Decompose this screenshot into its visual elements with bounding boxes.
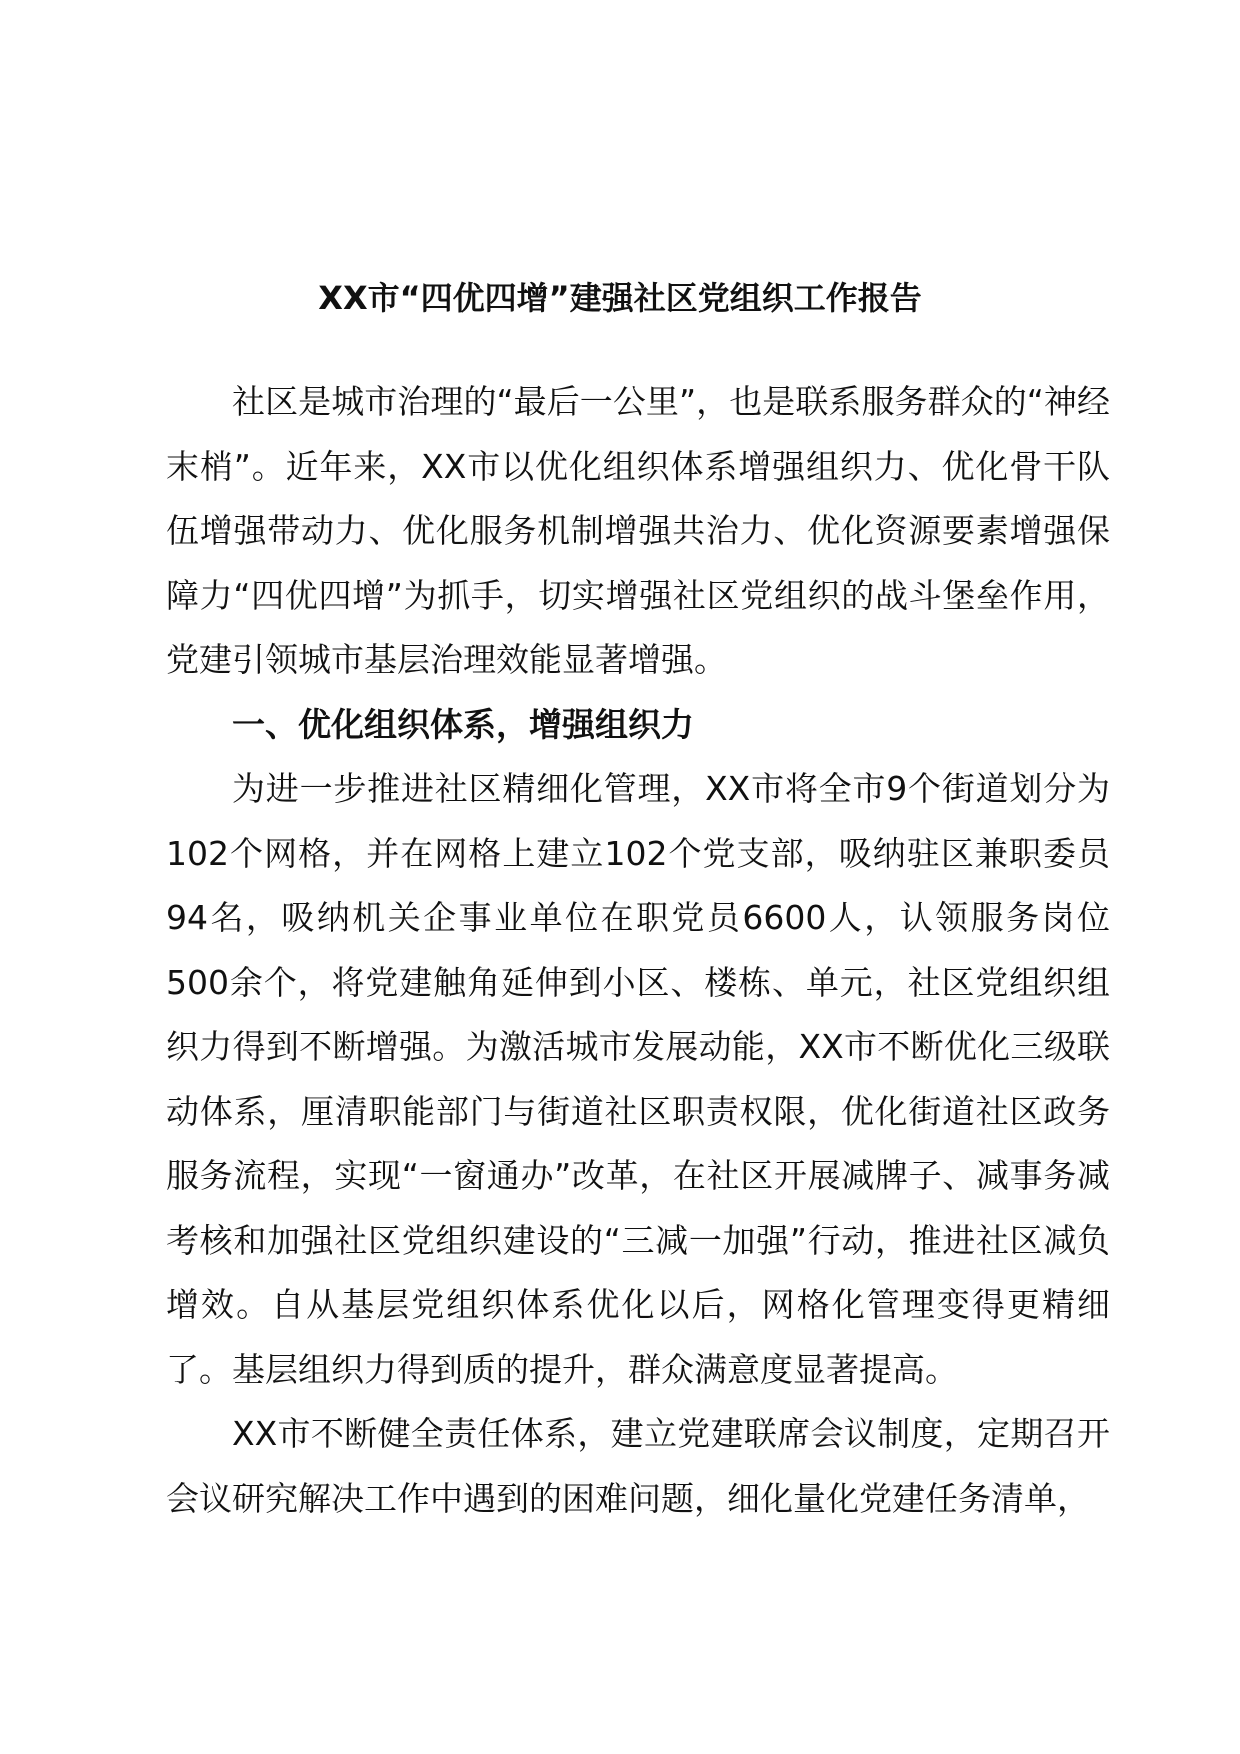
intro-paragraph: 社区是城市治理的“最后一公里”，也是联系服务群众的“神经末梢”。近年来，XX市以优化组织体系增强组织力、优化骨干队伍增强带动力、优化服务机制增强共治力、优化资源要素增强保障力“四优四增”为抓手，切实增强社区党组织的战斗堡垒作用，党建引领城市基层治理效能显著增强。	[166, 382, 1110, 679]
section-heading-1: 一、优化组织体系，增强组织力	[232, 704, 694, 744]
body-paragraph: 为进一步推进社区精细化管理，XX市将全市9个街道划分为102个网格，并在网格上建立102个党支部，吸纳驻区兼职委员94名，吸纳机关企事业单位在职党员6600人，认领服务岗位500余个，将党建触角延伸到小区、楼栋、单元，社区党组织组织力得到不断增强。为激活城市发展动能，XX市不断优化三级联动体系，厘清职能部门与街道社区职责权限，优化街道社区政务服务流程，实现“一窗通办”改革，在社区开展减牌子、减事务减考核和加强社区党组织建设的“三减一加强”行动，推进社区减负增效。自从基层党组织体系优化以后，网格化管理变得更精细了。基层组织力得到质的提升，群众满意度显著提高。	[166, 769, 1110, 1389]
document-body	[166, 370, 1110, 1531]
document-title: XX市“四优四增”建强社区党组织工作报告	[318, 279, 922, 317]
body-paragraph: XX市不断健全责任体系，建立党建联席会议制度，定期召开会议研究解决工作中遇到的困难问题，细化量化党建任务清单，	[166, 1414, 1110, 1518]
